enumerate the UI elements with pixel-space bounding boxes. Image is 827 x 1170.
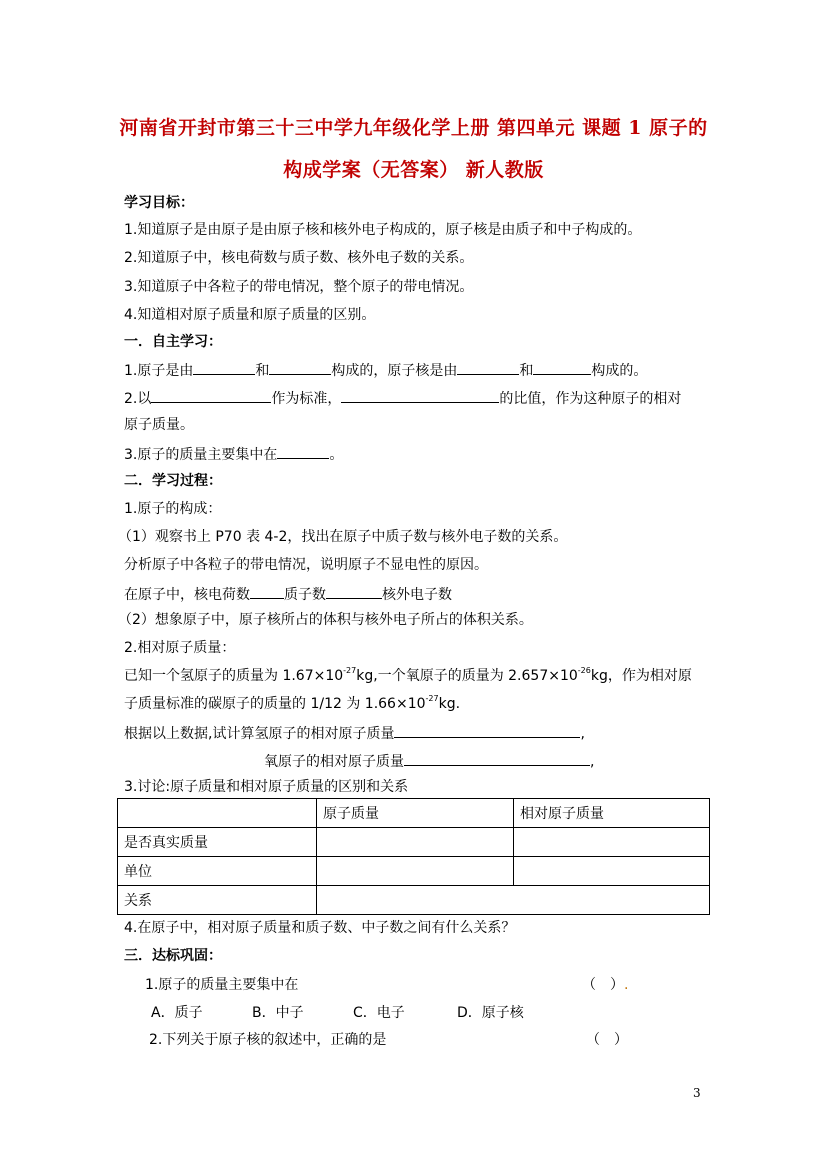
consolidation-q2: 2.下列关于原子核的叙述中，正确的是 [149, 1032, 387, 1048]
consolidation-q2-paren[interactable]: （ ） [586, 1032, 628, 1048]
document-title-line1: 河南省开封市第三十三中学九年级化学上册 第四单元 课题 1 原子的 [119, 117, 708, 139]
table-cell[interactable] [317, 828, 514, 857]
answer-blank[interactable] [341, 387, 499, 403]
q3-text-b: 。 [329, 447, 344, 463]
answer-blank[interactable] [404, 750, 590, 766]
table-row [118, 886, 710, 915]
answer-blank[interactable] [277, 443, 329, 459]
objectives-heading: 学习目标： [124, 195, 194, 211]
q1-text-e: 构成的。 [591, 363, 648, 379]
table-row-label: 关系 [118, 886, 317, 915]
q3-text-a: 3.原子的质量主要集中在 [124, 447, 278, 463]
s1-3-text-a: 在原子中，核电荷数 [124, 587, 250, 603]
table-cell[interactable] [514, 857, 710, 886]
self-study-q1 [124, 359, 647, 381]
self-study-q3 [124, 443, 343, 465]
process-s1-4: （2）想象原子中，原子核所占的体积与核外电子所占的体积关系。 [118, 612, 533, 628]
objective-item-2: 2.知道原子中，核电荷数与质子数、核外电子数的关系。 [124, 250, 474, 266]
s1-3-text-c: 核外电子数 [382, 587, 452, 603]
answer-blank[interactable] [326, 583, 382, 599]
table-cell[interactable] [514, 828, 710, 857]
answer-blank[interactable] [269, 359, 331, 375]
q2-text-c: 的比值，作为这种原子的相对 [499, 391, 682, 407]
self-study-heading: 一．自主学习： [124, 334, 222, 350]
answer-blank[interactable] [394, 722, 580, 738]
period-mark: . [624, 977, 629, 993]
table-header: 相对原子质量 [514, 799, 710, 828]
q1-text-a: 1.原子是由 [124, 363, 194, 379]
table-cell [118, 799, 317, 828]
objective-item-4: 4.知道相对原子质量和原子质量的区别。 [124, 307, 376, 323]
s2-1-text-c: kg，作为相对原 [590, 668, 692, 684]
page-number: 3 [693, 1086, 701, 1100]
consolidation-q1-paren [582, 975, 628, 995]
self-study-q2 [124, 387, 681, 409]
process-s4: 4.在原子中，相对原子质量和质子数、中子数之间有什么关系？ [124, 920, 516, 936]
process-s1-3 [124, 583, 452, 605]
table-cell[interactable] [317, 857, 514, 886]
objective-item-3: 3.知道原子中各粒子的带电情况，整个原子的带电情况。 [124, 279, 474, 295]
q1-text-b: 和 [255, 363, 270, 379]
s2-4-text-b: , [590, 754, 595, 770]
document-title-line2: 构成学案（无答案） 新人教版 [283, 159, 544, 181]
answer-blank[interactable] [250, 583, 284, 599]
option-c[interactable]: C．电子 [353, 1005, 405, 1021]
s2-1-text-a: 已知一个氢原子的质量为 1.67×10 [124, 668, 344, 684]
s2-4-text-a: 氧原子的相对原子质量 [264, 754, 404, 770]
table-row-label: 是否真实质量 [118, 828, 317, 857]
option-a[interactable]: A．质子 [151, 1005, 203, 1021]
answer-blank[interactable] [533, 359, 591, 375]
process-s1: 1.原子的构成： [124, 501, 222, 517]
consolidation-heading: 三．达标巩固： [124, 948, 222, 964]
table-row [118, 828, 710, 857]
table-row [118, 857, 710, 886]
q1-text-c: 构成的，原子核是由 [331, 363, 458, 379]
process-s1-2: 分析原子中各粒子的带电情况，说明原子不显电性的原因。 [124, 557, 488, 573]
objective-item-1: 1.知道原子是由原子是由原子核和核外电子构成的，原子核是由质子和中子构成的。 [124, 222, 642, 238]
process-s2-4 [264, 750, 594, 772]
s1-3-text-b: 质子数 [284, 587, 326, 603]
s2-1-text-b: kg,一个氧原子的质量为 2.657×10 [356, 668, 578, 684]
answer-blank[interactable] [151, 387, 271, 403]
answer-blank[interactable] [193, 359, 255, 375]
comparison-table [117, 798, 710, 915]
process-s2-2 [124, 694, 460, 714]
answer-paren[interactable]: （ ） [582, 977, 624, 993]
exponent: -27 [343, 666, 357, 675]
table-header: 原子质量 [317, 799, 514, 828]
process-s2: 2.相对原子质量： [124, 640, 236, 656]
process-s3: 3.讨论:原子质量和相对原子质量的区别和关系 [124, 779, 409, 795]
exponent: -26 [577, 666, 591, 675]
option-d[interactable]: D．原子核 [457, 1005, 524, 1021]
process-s2-3 [124, 722, 585, 744]
consolidation-q1: 1.原子的质量主要集中在 [145, 977, 299, 993]
option-b[interactable]: B．中子 [252, 1005, 304, 1021]
q2-text-a: 2.以 [124, 391, 152, 407]
s2-2-text-b: kg. [438, 696, 461, 712]
process-s1-1: （1）观察书上 P70 表 4-2，找出在原子中质子数与核外电子数的关系。 [118, 529, 568, 545]
table-row [118, 799, 710, 828]
table-row-label: 单位 [118, 857, 317, 886]
exponent: -27 [425, 694, 439, 703]
s2-2-text-a: 子质量标准的碳原子的质量的 1/12 为 1.66×10 [124, 696, 426, 712]
process-heading: 二．学习过程： [124, 473, 222, 489]
consolidation-q1-options [151, 1003, 524, 1023]
q1-text-d: 和 [519, 363, 534, 379]
answer-blank[interactable] [457, 359, 519, 375]
s2-3-text-b: , [580, 726, 585, 742]
s2-3-text-a: 根据以上数据,试计算氢原子的相对原子质量 [124, 726, 395, 742]
q2-text-b: 作为标准， [271, 391, 342, 407]
process-s2-1 [124, 666, 692, 686]
table-cell[interactable] [317, 886, 710, 915]
self-study-q2-cont: 原子质量。 [124, 417, 194, 433]
